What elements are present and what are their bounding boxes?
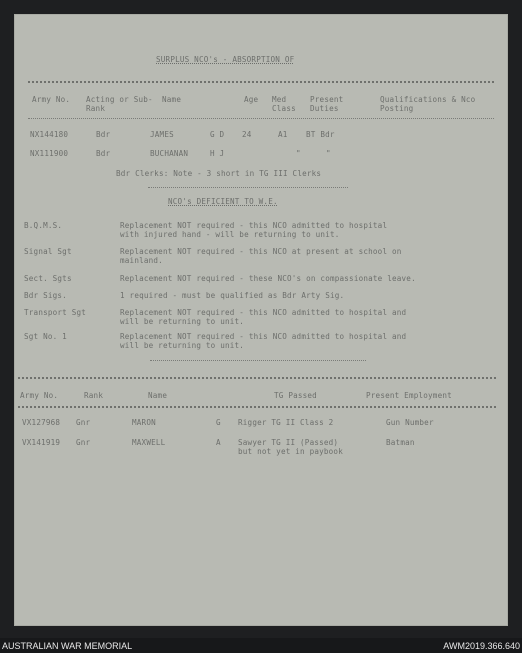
deficient-row-6-text: Replacement NOT required - this NCO admitted to hospital and will be returning to unit.	[120, 332, 407, 350]
gunners-header-tg-passed: TG Passed	[274, 391, 317, 400]
gunner-row-1-initial: G	[216, 418, 221, 427]
surplus-row-1-med: A1	[278, 130, 288, 139]
header-present-duties: Present Duties	[310, 95, 344, 113]
surplus-row-1-name: JAMES	[150, 130, 174, 139]
header-med-class: Med Class	[272, 95, 296, 113]
header-qualifications: Qualifications & Nco Posting	[380, 95, 476, 113]
gunner-row-1-rank: Gnr	[76, 418, 91, 427]
divider-deficient	[150, 360, 366, 361]
deficient-row-3-text: Replacement NOT required - these NCO's on compassionate leave.	[120, 274, 416, 283]
divider-header	[28, 118, 494, 119]
divider-gunners-header	[18, 406, 496, 408]
surplus-row-1-rank: Bdr	[96, 130, 111, 139]
header-name: Name	[162, 95, 182, 104]
deficient-row-5-post: Transport Sgt	[24, 308, 87, 317]
deficient-row-5-text: Replacement NOT required - this NCO admitted to hospital and will be returning to unit.	[120, 308, 407, 326]
gunners-header-army-no: Army No.	[20, 391, 59, 400]
gunner-row-1-employment: Gun Number	[386, 418, 434, 427]
surplus-row-1-duties: BT Bdr	[306, 130, 335, 139]
header-age: Age	[244, 95, 259, 104]
surplus-row-2-name: BUCHANAN	[150, 149, 189, 158]
surplus-row-2-rank: Bdr	[96, 149, 111, 158]
gunners-header-rank: Rank	[84, 391, 104, 400]
surplus-row-1-initials: G D	[210, 130, 225, 139]
gunner-row-1-tg: Rigger TG II Class 2	[238, 418, 334, 427]
gunner-row-1-army-no: VX127968	[22, 418, 61, 427]
document-page	[14, 14, 508, 626]
gunner-row-2-name: MAXWELL	[132, 438, 166, 447]
deficient-row-6-post: Sgt No. 1	[24, 332, 67, 341]
deficient-row-1-post: B.Q.M.S.	[24, 221, 63, 230]
surplus-row-1-army-no: NX144180	[30, 130, 69, 139]
surplus-row-2-duties: "	[326, 149, 331, 158]
header-army-no: Army No.	[32, 95, 71, 104]
deficient-row-3-post: Sect. Sgts	[24, 274, 72, 283]
deficient-row-2-text: Replacement NOT required - this NCO at present at school on mainland.	[120, 247, 402, 265]
deficient-title: NCO's DEFICIENT TO W.E.	[168, 197, 278, 206]
divider-top	[28, 81, 494, 83]
divider-note	[148, 187, 348, 188]
surplus-row-1-age: 24	[242, 130, 252, 139]
deficient-row-2-post: Signal Sgt	[24, 247, 72, 256]
deficient-row-1-text: Replacement NOT required - this NCO admitted to hospital with injured hand - will be returning to unit.	[120, 221, 388, 239]
surplus-row-2-initials: H J	[210, 149, 225, 158]
surplus-row-2-army-no: NX111900	[30, 149, 69, 158]
footer-institution: AUSTRALIAN WAR MEMORIAL	[2, 641, 133, 651]
gunner-row-2-tg: Sawyer TG II (Passed) but not yet in paybook	[238, 438, 343, 456]
gunner-row-2-army-no: VX141919	[22, 438, 61, 447]
gunners-header-employment: Present Employment	[366, 391, 452, 400]
deficient-row-4-post: Bdr Sigs.	[24, 291, 67, 300]
document-title: SURPLUS NCO's - ABSORPTION OF	[156, 55, 295, 64]
bdr-clerks-note: Bdr Clerks: Note - 3 short in TG III Clerks	[116, 169, 322, 178]
gunner-row-1-name: MARON	[132, 418, 156, 427]
header-acting-rank: Acting or Sub-Rank	[86, 95, 153, 113]
gunner-row-2-employment: Batman	[386, 438, 415, 447]
gunner-row-2-initial: A	[216, 438, 221, 447]
surplus-row-2-med: "	[296, 149, 301, 158]
deficient-row-4-text: 1 required - must be qualified as Bdr Arty Sig.	[120, 291, 345, 300]
gunner-row-2-rank: Gnr	[76, 438, 91, 447]
footer-accession-number: AWM2019.366.640	[443, 641, 520, 651]
gunners-header-name: Name	[148, 391, 168, 400]
divider-gunners-top	[18, 377, 496, 379]
